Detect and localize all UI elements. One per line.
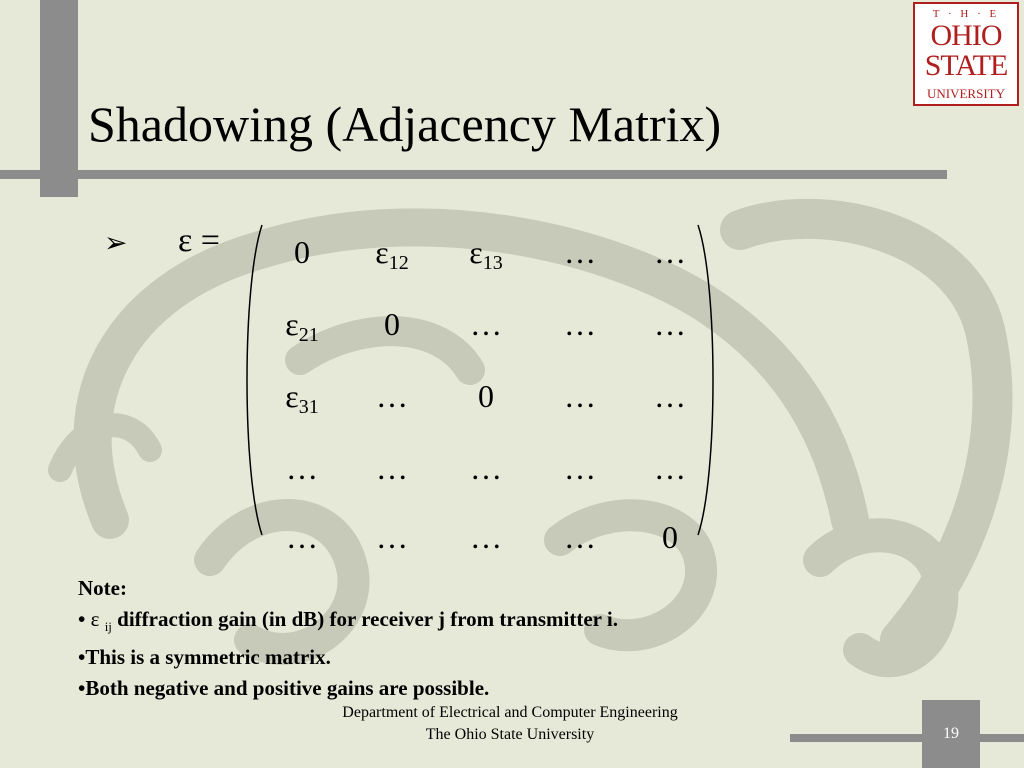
matrix-cell: 0: [478, 378, 494, 414]
note-line-1: • ε $_{ij}$ diffraction gain (in dB) for receiver j from transmitter i.: [78, 607, 618, 635]
matrix-cell: …: [470, 519, 502, 555]
matrix-cell: $\varepsilon_{31}$: [285, 378, 319, 418]
matrix-cell: …: [564, 306, 596, 342]
title-accent-block: [40, 0, 78, 197]
matrix-cell: …: [286, 450, 318, 486]
bullet-arrow-icon: ➢: [104, 228, 128, 259]
footer-university: The Ohio State University: [425, 726, 595, 743]
matrix-cell: $\varepsilon_{13}$: [469, 234, 503, 274]
matrix-cell: …: [654, 450, 686, 486]
title-underline-bar: [0, 170, 947, 179]
matrix-cell: …: [564, 378, 596, 414]
slide-title: Shadowing (Adjacency Matrix): [88, 96, 722, 152]
page-number: 19: [922, 700, 980, 768]
footer: [300, 702, 720, 746]
footer-department: Department of Electrical and Computer Engineering: [342, 704, 678, 721]
note-line-3: •Both negative and positive gains are possible.: [78, 676, 490, 701]
matrix-cell: …: [376, 378, 408, 414]
matrix-label: ε =: [178, 222, 220, 259]
ohio-state-logo: T · H · E OHIO STATE UNIVERSITY: [913, 2, 1019, 106]
note-line-2: •This is a symmetric matrix.: [78, 645, 331, 670]
matrix-cell: …: [376, 450, 408, 486]
matrix-cell: $\varepsilon_{21}$: [285, 306, 319, 346]
matrix-cell: …: [564, 234, 596, 270]
matrix-cell: 0: [294, 234, 310, 270]
matrix-cell: …: [654, 234, 686, 270]
matrix-cell: 0: [384, 306, 400, 342]
matrix-cell: …: [654, 378, 686, 414]
matrix-cell: …: [470, 450, 502, 486]
matrix-cell: …: [564, 519, 596, 555]
matrix-cell: 0: [662, 519, 678, 555]
matrix-cell: …: [654, 306, 686, 342]
matrix-cell: …: [564, 450, 596, 486]
matrix-cell: …: [470, 306, 502, 342]
matrix-cell: $\varepsilon_{12}$: [375, 234, 409, 274]
matrix-cell: …: [376, 519, 408, 555]
notes-section: [78, 573, 618, 704]
matrix-cell: …: [286, 519, 318, 555]
footer-bar: [790, 734, 1024, 742]
notes-heading: Note:: [78, 576, 127, 600]
